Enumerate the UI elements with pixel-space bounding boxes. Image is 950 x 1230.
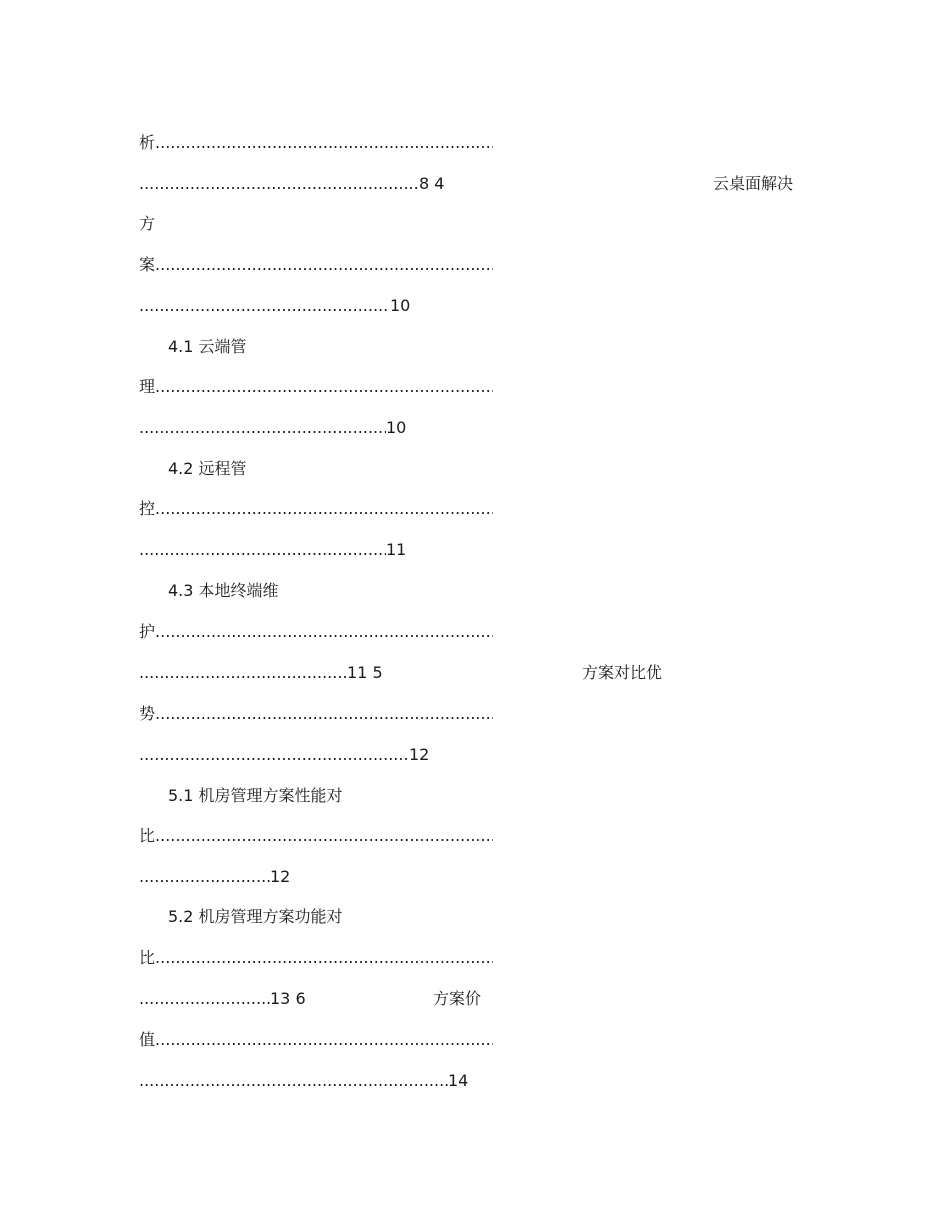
toc-text: 比 (139, 948, 156, 967)
toc-line (139, 704, 493, 724)
toc-section-heading (168, 459, 247, 479)
toc-heading-text: 5.2 机房管理方案功能对 (168, 907, 343, 926)
toc-page-number: 10 (390, 296, 411, 315)
toc-heading-text: 4.3 本地终端维 (168, 581, 279, 600)
leader-dots (139, 296, 390, 316)
leader-dots (139, 989, 270, 1009)
toc-line (139, 1071, 468, 1091)
toc-line (139, 255, 493, 275)
toc-line (139, 133, 493, 153)
toc-line (139, 745, 429, 765)
leader-dots (155, 948, 493, 968)
toc-line (139, 214, 155, 234)
leader-dots (139, 174, 419, 194)
toc-line (139, 867, 290, 887)
toc-text: 比 (139, 826, 156, 845)
toc-page-number: 14 (448, 1071, 469, 1090)
leader-dots (155, 377, 493, 397)
toc-line (139, 826, 493, 846)
toc-line (139, 296, 410, 316)
toc-heading-text: 5.1 机房管理方案性能对 (168, 786, 343, 805)
toc-line (139, 663, 383, 683)
toc-line (139, 418, 406, 438)
toc-page-number: 12 (270, 867, 291, 886)
leader-dots (155, 704, 493, 724)
toc-entry-title: 方案价 (433, 989, 482, 1008)
toc-text: 控 (139, 499, 156, 518)
toc-page-number: 10 (386, 418, 407, 437)
toc-entry-title: 云桌面解决 (713, 174, 794, 193)
toc-heading-text: 4.1 云端管 (168, 337, 247, 356)
toc-line (139, 948, 493, 968)
toc-section-heading (168, 786, 343, 806)
toc-text: 析 (139, 133, 156, 152)
toc-text: 值 (139, 1030, 156, 1049)
leader-dots (139, 867, 270, 887)
leader-dots (139, 540, 386, 560)
toc-section-heading (168, 581, 279, 601)
toc-line (139, 540, 406, 560)
toc-page-number: 8 4 (419, 174, 445, 193)
toc-section-heading (168, 907, 343, 927)
toc-line (139, 1030, 493, 1050)
toc-text: 势 (139, 704, 156, 723)
toc-entry-title: 方案对比优 (582, 663, 663, 682)
leader-dots (139, 663, 347, 683)
toc-line (139, 174, 444, 194)
toc-page-number: 11 (386, 540, 407, 559)
toc-text: 方 (139, 214, 156, 233)
leader-dots (155, 255, 493, 275)
leader-dots (155, 826, 493, 846)
leader-dots (139, 418, 386, 438)
toc-page-number: 11 5 (347, 663, 383, 682)
toc-line (139, 989, 306, 1009)
leader-dots (155, 499, 493, 519)
leader-dots (139, 745, 409, 765)
toc-line (139, 622, 493, 642)
leader-dots (155, 133, 493, 153)
toc-heading-text: 4.2 远程管 (168, 459, 247, 478)
toc-section-heading (168, 337, 247, 357)
toc-page-number: 12 (409, 745, 430, 764)
toc-page-number: 13 6 (270, 989, 306, 1008)
leader-dots (155, 622, 493, 642)
toc-line (139, 377, 493, 397)
toc-text: 理 (139, 377, 156, 396)
leader-dots (139, 1071, 448, 1091)
toc-text: 护 (139, 622, 156, 641)
leader-dots (155, 1030, 493, 1050)
toc-text: 案 (139, 255, 156, 274)
toc-line (139, 499, 493, 519)
